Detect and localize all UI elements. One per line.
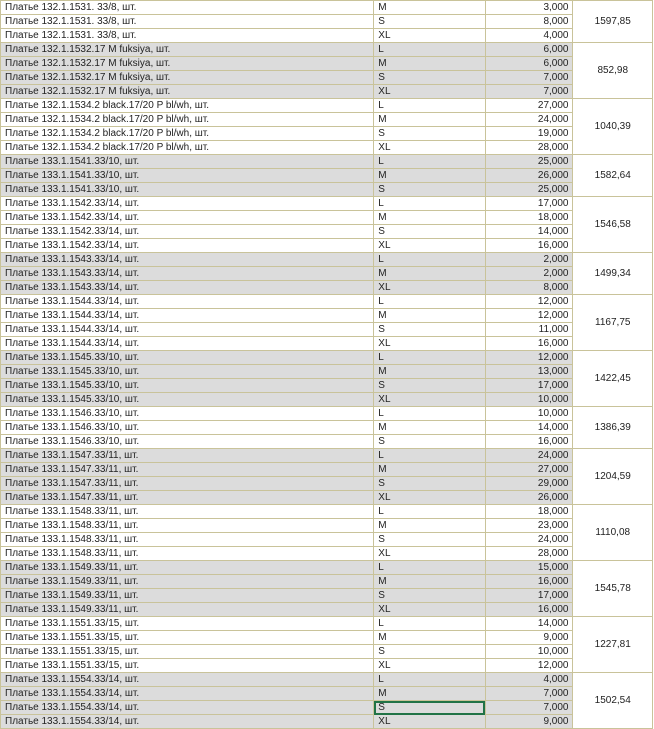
product-name-cell[interactable]: Платье 133.1.1549.33/11, шт. [1, 575, 374, 589]
product-name-cell[interactable]: Платье 133.1.1549.33/11, шт. [1, 603, 374, 617]
size-cell[interactable]: XL [374, 547, 486, 561]
quantity-cell[interactable]: 6,000 [485, 43, 573, 57]
product-name-cell[interactable]: Платье 132.1.1532.17 M fuksiya, шт. [1, 71, 374, 85]
size-cell[interactable]: M [374, 631, 486, 645]
product-name-cell[interactable]: Платье 133.1.1549.33/11, шт. [1, 561, 374, 575]
size-cell[interactable]: L [374, 617, 486, 631]
table-row [1, 449, 653, 463]
product-name-cell[interactable]: Платье 133.1.1542.33/14, шт. [1, 239, 374, 253]
quantity-cell[interactable]: 16,000 [485, 603, 573, 617]
size-cell[interactable]: M [374, 169, 486, 183]
product-name-cell[interactable]: Платье 133.1.1545.33/10, шт. [1, 393, 374, 407]
quantity-cell[interactable]: 16,000 [485, 575, 573, 589]
product-name-cell[interactable]: Платье 133.1.1542.33/14, шт. [1, 211, 374, 225]
quantity-cell[interactable]: 14,000 [485, 421, 573, 435]
table-row [1, 421, 653, 435]
product-name-cell[interactable]: Платье 133.1.1545.33/10, шт. [1, 351, 374, 365]
size-cell[interactable]: S [374, 225, 486, 239]
size-cell[interactable]: S [374, 533, 486, 547]
quantity-cell[interactable]: 9,000 [485, 715, 573, 729]
size-cell[interactable]: L [374, 99, 486, 113]
size-cell[interactable]: L [374, 351, 486, 365]
product-name-cell[interactable]: Платье 133.1.1551.33/15, шт. [1, 631, 374, 645]
size-cell[interactable]: M [374, 519, 486, 533]
size-cell[interactable]: S [374, 183, 486, 197]
quantity-cell[interactable]: 23,000 [485, 519, 573, 533]
quantity-cell[interactable]: 12,000 [485, 295, 573, 309]
product-name-cell[interactable]: Платье 133.1.1548.33/11, шт. [1, 533, 374, 547]
product-name-cell[interactable]: Платье 133.1.1551.33/15, шт. [1, 645, 374, 659]
product-name-cell[interactable]: Платье 133.1.1545.33/10, шт. [1, 379, 374, 393]
quantity-cell[interactable]: 14,000 [485, 617, 573, 631]
size-cell[interactable]: S [374, 15, 486, 29]
table-row [1, 127, 653, 141]
size-cell[interactable]: L [374, 561, 486, 575]
size-cell[interactable]: XL [374, 239, 486, 253]
table-row [1, 99, 653, 113]
size-cell[interactable]: XL [374, 715, 486, 729]
product-name-cell[interactable]: Платье 132.1.1531. 33/8, шт. [1, 1, 374, 15]
size-cell[interactable]: S [374, 71, 486, 85]
table-row [1, 547, 653, 561]
quantity-cell[interactable]: 2,000 [485, 267, 573, 281]
table-row [1, 281, 653, 295]
table-row [1, 659, 653, 673]
table-row [1, 603, 653, 617]
table-row [1, 155, 653, 169]
table-row [1, 253, 653, 267]
quantity-cell[interactable]: 6,000 [485, 57, 573, 71]
quantity-cell[interactable]: 11,000 [485, 323, 573, 337]
table-row [1, 309, 653, 323]
product-name-cell[interactable]: Платье 133.1.1554.33/14, шт. [1, 715, 374, 729]
product-name-cell[interactable]: Платье 133.1.1547.33/11, шт. [1, 477, 374, 491]
product-name-cell[interactable]: Платье 133.1.1541.33/10, шт. [1, 183, 374, 197]
quantity-cell[interactable]: 28,000 [485, 547, 573, 561]
table-row [1, 715, 653, 729]
table-row [1, 435, 653, 449]
quantity-cell[interactable]: 16,000 [485, 435, 573, 449]
quantity-cell[interactable]: 19,000 [485, 127, 573, 141]
price-cell[interactable]: 1499,34 [573, 253, 653, 295]
product-name-cell[interactable]: Платье 133.1.1543.33/14, шт. [1, 267, 374, 281]
quantity-cell[interactable]: 26,000 [485, 169, 573, 183]
table-row [1, 645, 653, 659]
size-cell[interactable]: M [374, 113, 486, 127]
table-row [1, 337, 653, 351]
product-name-cell[interactable]: Платье 133.1.1547.33/11, шт. [1, 449, 374, 463]
quantity-cell[interactable]: 9,000 [485, 631, 573, 645]
quantity-cell[interactable]: 7,000 [485, 71, 573, 85]
price-cell[interactable]: 1227,81 [573, 617, 653, 673]
size-cell[interactable]: S [374, 477, 486, 491]
product-name-cell[interactable]: Платье 132.1.1534.2 black.17/20 P bl/wh, шт. [1, 141, 374, 155]
product-name-cell[interactable]: Платье 133.1.1548.33/11, шт. [1, 547, 374, 561]
size-cell[interactable]: L [374, 253, 486, 267]
product-name-cell[interactable]: Платье 133.1.1544.33/14, шт. [1, 337, 374, 351]
size-cell[interactable]: XL [374, 337, 486, 351]
table-row [1, 169, 653, 183]
size-cell[interactable]: M [374, 463, 486, 477]
table-row [1, 141, 653, 155]
product-name-cell[interactable]: Платье 133.1.1548.33/11, шт. [1, 519, 374, 533]
product-name-cell[interactable]: Платье 133.1.1551.33/15, шт. [1, 617, 374, 631]
quantity-cell[interactable]: 7,000 [485, 701, 573, 715]
product-name-cell[interactable]: Платье 133.1.1546.33/10, шт. [1, 421, 374, 435]
price-cell[interactable]: 1110,08 [573, 505, 653, 561]
product-name-cell[interactable]: Платье 132.1.1531. 33/8, шт. [1, 15, 374, 29]
table-row [1, 295, 653, 309]
price-cell[interactable]: 1386,39 [573, 407, 653, 449]
table-row [1, 519, 653, 533]
table-row [1, 197, 653, 211]
size-cell[interactable]: L [374, 155, 486, 169]
quantity-cell[interactable]: 25,000 [485, 183, 573, 197]
quantity-cell[interactable]: 28,000 [485, 141, 573, 155]
size-cell[interactable]: M [374, 1, 486, 15]
size-cell[interactable]: M [374, 687, 486, 701]
size-cell[interactable]: L [374, 197, 486, 211]
product-name-cell[interactable]: Платье 132.1.1532.17 M fuksiya, шт. [1, 57, 374, 71]
quantity-cell[interactable]: 27,000 [485, 99, 573, 113]
product-name-cell[interactable]: Платье 133.1.1554.33/14, шт. [1, 687, 374, 701]
table-row [1, 407, 653, 421]
quantity-cell[interactable]: 4,000 [485, 673, 573, 687]
product-name-cell[interactable]: Платье 133.1.1546.33/10, шт. [1, 435, 374, 449]
size-cell[interactable]: S [374, 127, 486, 141]
table-row [1, 589, 653, 603]
table-row [1, 379, 653, 393]
product-name-cell[interactable]: Платье 133.1.1544.33/14, шт. [1, 295, 374, 309]
quantity-cell[interactable]: 12,000 [485, 309, 573, 323]
table-row [1, 365, 653, 379]
size-cell[interactable]: L [374, 505, 486, 519]
quantity-cell[interactable]: 15,000 [485, 561, 573, 575]
table-row [1, 561, 653, 575]
quantity-cell[interactable]: 26,000 [485, 491, 573, 505]
quantity-cell[interactable]: 13,000 [485, 365, 573, 379]
size-cell[interactable]: L [374, 407, 486, 421]
size-cell[interactable]: XL [374, 141, 486, 155]
price-cell[interactable]: 852,98 [573, 43, 653, 99]
quantity-cell[interactable]: 4,000 [485, 29, 573, 43]
size-cell[interactable]: XL [374, 29, 486, 43]
table-row [1, 351, 653, 365]
table-row [1, 183, 653, 197]
table-row [1, 225, 653, 239]
size-cell[interactable]: S [374, 379, 486, 393]
quantity-cell[interactable]: 24,000 [485, 533, 573, 547]
product-name-cell[interactable]: Платье 133.1.1548.33/11, шт. [1, 505, 374, 519]
quantity-cell[interactable]: 29,000 [485, 477, 573, 491]
price-cell[interactable]: 1546,58 [573, 197, 653, 253]
quantity-cell[interactable]: 25,000 [485, 155, 573, 169]
table-row [1, 631, 653, 645]
product-name-cell[interactable]: Платье 132.1.1534.2 black.17/20 P bl/wh, шт. [1, 127, 374, 141]
quantity-cell[interactable]: 16,000 [485, 337, 573, 351]
size-cell[interactable]: XL [374, 491, 486, 505]
quantity-cell[interactable]: 7,000 [485, 687, 573, 701]
size-cell[interactable]: S [374, 435, 486, 449]
table-row [1, 463, 653, 477]
size-cell[interactable]: XL [374, 281, 486, 295]
table-row [1, 239, 653, 253]
product-name-cell[interactable]: Платье 132.1.1532.17 M fuksiya, шт. [1, 43, 374, 57]
quantity-cell[interactable]: 17,000 [485, 589, 573, 603]
product-name-cell[interactable]: Платье 133.1.1542.33/14, шт. [1, 225, 374, 239]
size-cell[interactable]: L [374, 43, 486, 57]
product-name-cell[interactable]: Платье 132.1.1534.2 black.17/20 P bl/wh, шт. [1, 99, 374, 113]
product-name-cell[interactable]: Платье 133.1.1544.33/14, шт. [1, 323, 374, 337]
size-cell[interactable]: S [374, 701, 486, 715]
product-name-cell[interactable]: Платье 133.1.1543.33/14, шт. [1, 281, 374, 295]
size-cell[interactable]: S [374, 645, 486, 659]
quantity-cell[interactable]: 24,000 [485, 113, 573, 127]
table-row [1, 575, 653, 589]
table-row [1, 29, 653, 43]
product-name-cell[interactable]: Платье 133.1.1549.33/11, шт. [1, 589, 374, 603]
product-name-cell[interactable]: Платье 133.1.1541.33/10, шт. [1, 155, 374, 169]
size-cell[interactable]: XL [374, 659, 486, 673]
table-row [1, 323, 653, 337]
size-cell[interactable]: L [374, 449, 486, 463]
product-name-cell[interactable]: Платье 132.1.1532.17 M fuksiya, шт. [1, 85, 374, 99]
product-name-cell[interactable]: Платье 133.1.1541.33/10, шт. [1, 169, 374, 183]
table-row [1, 57, 653, 71]
size-cell[interactable]: S [374, 589, 486, 603]
quantity-cell[interactable]: 24,000 [485, 449, 573, 463]
quantity-cell[interactable]: 7,000 [485, 85, 573, 99]
quantity-cell[interactable]: 3,000 [485, 1, 573, 15]
product-name-cell[interactable]: Платье 132.1.1531. 33/8, шт. [1, 29, 374, 43]
product-name-cell[interactable]: Платье 133.1.1554.33/14, шт. [1, 701, 374, 715]
product-name-cell[interactable]: Платье 133.1.1554.33/14, шт. [1, 673, 374, 687]
quantity-cell[interactable]: 16,000 [485, 239, 573, 253]
table-row [1, 673, 653, 687]
size-cell[interactable]: M [374, 57, 486, 71]
product-name-cell[interactable]: Платье 133.1.1542.33/14, шт. [1, 197, 374, 211]
quantity-cell[interactable]: 2,000 [485, 253, 573, 267]
size-cell[interactable]: M [374, 421, 486, 435]
price-cell[interactable]: 1422,45 [573, 351, 653, 407]
table-row [1, 43, 653, 57]
quantity-cell[interactable]: 10,000 [485, 645, 573, 659]
table-row [1, 617, 653, 631]
product-name-cell[interactable]: Платье 133.1.1543.33/14, шт. [1, 253, 374, 267]
quantity-cell[interactable]: 18,000 [485, 211, 573, 225]
table-row [1, 477, 653, 491]
quantity-cell[interactable]: 14,000 [485, 225, 573, 239]
size-cell[interactable]: M [374, 575, 486, 589]
price-cell[interactable]: 1204,59 [573, 449, 653, 505]
table-row [1, 211, 653, 225]
table-row [1, 1, 653, 15]
size-cell[interactable]: XL [374, 393, 486, 407]
quantity-cell[interactable]: 12,000 [485, 351, 573, 365]
size-cell[interactable]: M [374, 267, 486, 281]
price-cell[interactable]: 1040,39 [573, 99, 653, 155]
quantity-cell[interactable]: 10,000 [485, 393, 573, 407]
table-row [1, 71, 653, 85]
table-row [1, 533, 653, 547]
product-name-cell[interactable]: Платье 133.1.1545.33/10, шт. [1, 365, 374, 379]
table-row [1, 687, 653, 701]
table-row [1, 393, 653, 407]
table-row [1, 491, 653, 505]
size-cell[interactable]: M [374, 211, 486, 225]
size-cell[interactable]: XL [374, 85, 486, 99]
price-cell[interactable]: 1545,78 [573, 561, 653, 617]
table-row [1, 113, 653, 127]
table-row [1, 505, 653, 519]
product-name-cell[interactable]: Платье 132.1.1534.2 black.17/20 P bl/wh, шт. [1, 113, 374, 127]
quantity-cell[interactable]: 17,000 [485, 197, 573, 211]
price-cell[interactable]: 1597,85 [573, 1, 653, 43]
quantity-cell[interactable]: 18,000 [485, 505, 573, 519]
product-name-cell[interactable]: Платье 133.1.1547.33/11, шт. [1, 463, 374, 477]
product-name-cell[interactable]: Платье 133.1.1544.33/14, шт. [1, 309, 374, 323]
quantity-cell[interactable]: 27,000 [485, 463, 573, 477]
table-row [1, 267, 653, 281]
table-row [1, 701, 653, 715]
quantity-cell[interactable]: 10,000 [485, 407, 573, 421]
product-name-cell[interactable]: Платье 133.1.1547.33/11, шт. [1, 491, 374, 505]
size-cell[interactable]: M [374, 365, 486, 379]
price-cell[interactable]: 1582,64 [573, 155, 653, 197]
size-cell[interactable]: L [374, 673, 486, 687]
size-cell[interactable]: M [374, 309, 486, 323]
table-row [1, 85, 653, 99]
price-cell[interactable]: 1502,54 [573, 673, 653, 729]
quantity-cell[interactable]: 17,000 [485, 379, 573, 393]
size-cell[interactable]: S [374, 323, 486, 337]
size-cell[interactable]: XL [374, 603, 486, 617]
quantity-cell[interactable]: 12,000 [485, 659, 573, 673]
quantity-cell[interactable]: 8,000 [485, 15, 573, 29]
size-cell[interactable]: L [374, 295, 486, 309]
product-name-cell[interactable]: Платье 133.1.1551.33/15, шт. [1, 659, 374, 673]
table-row [1, 15, 653, 29]
product-name-cell[interactable]: Платье 133.1.1546.33/10, шт. [1, 407, 374, 421]
quantity-cell[interactable]: 8,000 [485, 281, 573, 295]
price-cell[interactable]: 1167,75 [573, 295, 653, 351]
